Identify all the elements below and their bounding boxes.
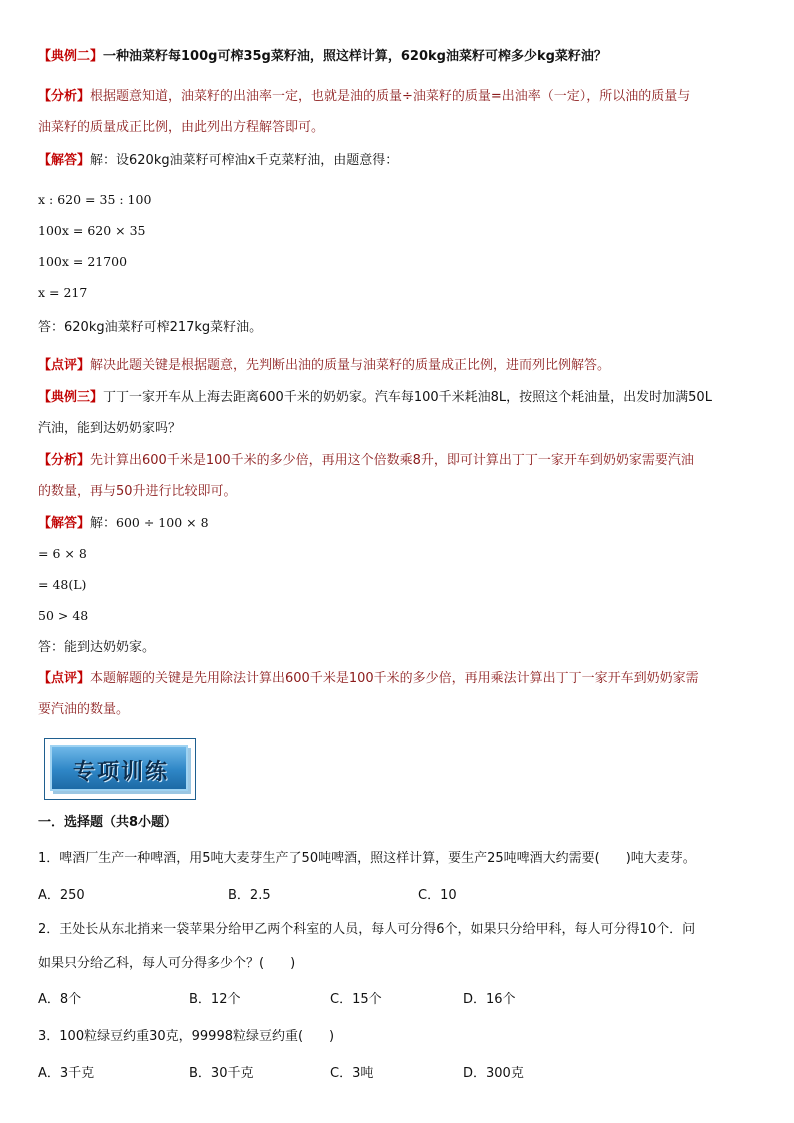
- question-2-line1: 2．王处长从东北捎来一袋苹果分给甲乙两个科室的人员，每人可分得6个，如果只分给甲科，每人可分得10个．问: [38, 922, 696, 937]
- question-1-option-b[interactable]: B．2.5: [228, 888, 271, 903]
- example3-tag: 【典例三】: [38, 390, 104, 405]
- question-2-option-d[interactable]: D．16个: [463, 992, 516, 1007]
- question-3-option-d[interactable]: D．300克: [463, 1066, 524, 1081]
- question-2-option-a[interactable]: A．8个: [38, 992, 82, 1007]
- example3-analysis-tag: 【分析】: [38, 453, 91, 468]
- example2-analysis-line2: 油菜籽的质量成正比例，由此列出方程解答即可。: [38, 120, 325, 135]
- question-3-option-a[interactable]: A．3千克: [38, 1066, 95, 1081]
- example2-step-2: 100x = 620 × 35: [38, 223, 146, 238]
- question-2-line2: 如果只分给乙科，每人可分得多少个？( ): [38, 956, 296, 971]
- example3-conclusion: 答：能到达奶奶家。: [38, 640, 156, 655]
- example3-comment-line2: 要汽油的数量。: [38, 702, 130, 717]
- example3-answer-intro: 解：: [90, 516, 117, 531]
- example2-step-3: 100x = 21700: [38, 254, 128, 269]
- example3-comment-line1: 本题解题的关键是先用除法计算出600千米是100千米的多少倍，再用乘法计算出丁丁一家开车到奶奶家需: [90, 671, 699, 686]
- question-2-option-c[interactable]: C．15个: [330, 992, 382, 1007]
- example3-step-2: = 6 × 8: [38, 546, 87, 561]
- example2-answer-intro: 解：设620kg油菜籽可榨油x千克菜籽油，由题意得：: [90, 153, 399, 168]
- example2-question: [38, 48, 607, 66]
- example2-analysis-line1: 根据题意知道，油菜籽的出油率一定，也就是油的质量÷油菜籽的质量=出油率（一定），所以油的质量与: [90, 89, 691, 104]
- banner-plate: [50, 745, 188, 791]
- question-3-text: 3．100粒绿豆约重30克，99998粒绿豆约重( ): [38, 1029, 335, 1044]
- example2-analysis: [38, 88, 690, 106]
- example3-comment: [38, 670, 699, 688]
- question-3-option-b[interactable]: B．30千克: [189, 1066, 254, 1081]
- question-2-option-b[interactable]: B．12个: [189, 992, 241, 1007]
- example3-step-4: 50 > 48: [38, 608, 89, 623]
- example2-comment-text: 解决此题关键是根据题意，先判断出油的质量与油菜籽的质量成正比例，进而列比例解答。: [90, 358, 611, 373]
- example3-comment-tag: 【点评】: [38, 671, 91, 686]
- example2-comment: [38, 357, 610, 375]
- question-3-option-c[interactable]: C．3吨: [330, 1066, 374, 1081]
- section-banner: [44, 738, 196, 800]
- example3-answer: [38, 514, 209, 533]
- example2-step-1: x : 620 = 35 : 100: [38, 192, 152, 207]
- example3-analysis-line2: 的数量，再与50升进行比较即可。: [38, 484, 237, 499]
- example2-conclusion: 答：620kg油菜籽可榨217kg菜籽油。: [38, 320, 263, 335]
- section-title: 一．选择题（共8小题）: [38, 815, 178, 830]
- example2-step-4: x = 217: [38, 285, 88, 300]
- example2-answer: [38, 152, 398, 170]
- example3-question: [38, 389, 712, 407]
- example2-question-text: 一种油菜籽每100g可榨35g菜籽油，照这样计算，620kg油菜籽可榨多少kg菜籽油？: [103, 49, 607, 64]
- example2-tag: 【典例二】: [38, 49, 104, 64]
- example3-analysis: [38, 452, 694, 470]
- question-1-text: 1．啤酒厂生产一种啤酒，用5吨大麦芽生产了50吨啤酒，照这样计算，要生产25吨啤酒大约需要( )吨大麦芽。: [38, 851, 696, 866]
- question-1-option-a[interactable]: A．250: [38, 888, 85, 903]
- example2-comment-tag: 【点评】: [38, 358, 91, 373]
- example2-answer-tag: 【解答】: [38, 153, 91, 168]
- example2-analysis-tag: 【分析】: [38, 89, 91, 104]
- example3-step-1: 600 ÷ 100 × 8: [116, 515, 209, 530]
- example3-analysis-line1: 先计算出600千米是100千米的多少倍，再用这个倍数乘8升，即可计算出丁丁一家开车到奶奶家需要汽油: [90, 453, 694, 468]
- example3-question-line1: 丁丁一家开车从上海去距离600千米的奶奶家。汽车每100千米耗油8L，按照这个耗油量，出发时加满50L: [103, 390, 712, 405]
- example3-answer-tag: 【解答】: [38, 516, 91, 531]
- example3-step-3: = 48(L): [38, 577, 87, 592]
- question-1-option-c[interactable]: C．10: [418, 888, 457, 903]
- banner-title: 专项训练: [72, 758, 169, 785]
- example3-question-line2: 汽油，能到达奶奶家吗？: [38, 421, 182, 436]
